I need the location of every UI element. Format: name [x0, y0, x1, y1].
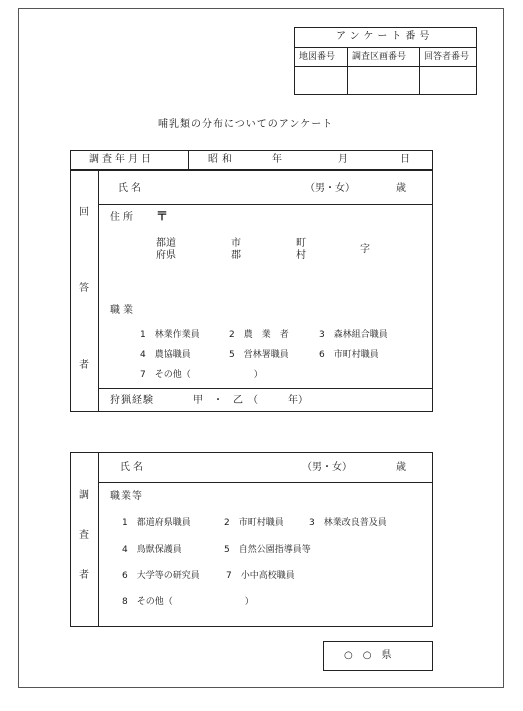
investigator-option-2[interactable]: 2 市町村職員 [224, 518, 284, 528]
occupation-option-2[interactable]: 2 農 業 者 [229, 330, 289, 340]
investigator-side-char-3: 者 [79, 570, 89, 581]
respondent-number-field[interactable] [421, 68, 476, 93]
survey-number-title: アンケート番号 [336, 31, 434, 42]
occupation-label: 職業 [110, 305, 136, 316]
postal-mark-icon: 〒 [156, 209, 169, 223]
era-label: 昭和 [208, 154, 236, 165]
map-number-field[interactable] [296, 68, 346, 93]
occupation-option-6[interactable]: 6 市町村職員 [319, 350, 379, 360]
investigator-sex-options[interactable]: （男・女） [302, 462, 352, 473]
document-title: 哺乳類の分布についてのアンケート [158, 119, 334, 130]
prefecture-label-top: 都道 [156, 238, 176, 249]
respondent-sex-options[interactable]: （男・女） [305, 183, 355, 194]
respondent-name-field[interactable] [150, 179, 300, 199]
occupation-option-5[interactable]: 5 営林署職員 [229, 350, 289, 360]
village-label: 村 [296, 250, 306, 261]
survey-area-number-field[interactable] [349, 68, 418, 93]
postal-code-field[interactable] [172, 208, 272, 226]
investigator-name-field[interactable] [150, 458, 295, 478]
investigator-occupation-label: 職業等 [110, 491, 143, 502]
town-label: 町 [296, 238, 306, 249]
hunting-experience-options[interactable]: 甲 ・ 乙 （ 年） [193, 395, 308, 406]
investigator-option-3[interactable]: 3 林業改良普及員 [309, 518, 387, 528]
investigator-option-5[interactable]: 5 自然公園指導員等 [224, 545, 311, 555]
respondent-side-char-3: 者 [79, 360, 89, 371]
occupation-option-3[interactable]: 3 森林組合職員 [319, 330, 388, 340]
occupation-option-1[interactable]: 1 林業作業員 [140, 330, 200, 340]
investigator-option-4[interactable]: 4 鳥獣保護員 [122, 545, 182, 555]
respondent-age-label: 歳 [396, 183, 406, 194]
county-label: 郡 [231, 250, 241, 261]
survey-area-number-header: 調査区画番号 [352, 52, 407, 62]
investigator-age-label: 歳 [396, 462, 406, 473]
prefecture-box [323, 641, 433, 671]
day-label: 日 [400, 154, 410, 165]
investigator-option-6[interactable]: 6 大学等の研究員 [122, 571, 200, 581]
respondent-number-header: 回答者番号 [424, 52, 470, 62]
investigator-option-8[interactable]: 8 その他（ ） [122, 597, 254, 607]
respondent-side-char-1: 回 [79, 207, 89, 218]
occupation-option-4[interactable]: 4 農協職員 [140, 350, 191, 360]
prefecture-name: ○ ○ 県 [344, 650, 392, 661]
hunting-experience-label: 狩猟経験 [110, 395, 154, 406]
map-number-header: 地図番号 [299, 52, 336, 62]
city-label: 市 [231, 238, 241, 249]
respondent-side-char-2: 答 [79, 283, 89, 294]
occupation-option-7[interactable]: 7 その他（ ） [140, 370, 263, 380]
prefecture-label-bottom: 府県 [156, 250, 176, 261]
investigator-name-label: 氏名 [120, 462, 146, 473]
address-label: 住所 [110, 212, 136, 223]
investigator-option-7[interactable]: 7 小中高校職員 [226, 571, 295, 581]
aza-label: 字 [360, 244, 370, 255]
investigator-side-char-1: 調 [79, 490, 89, 501]
investigator-side-char-2: 査 [79, 530, 89, 541]
survey-date-label: 調査年月日 [89, 154, 154, 165]
month-label: 月 [338, 154, 348, 165]
respondent-name-label: 氏名 [118, 183, 144, 194]
investigator-option-1[interactable]: 1 都道府県職員 [122, 518, 191, 528]
year-label: 年 [272, 154, 282, 165]
